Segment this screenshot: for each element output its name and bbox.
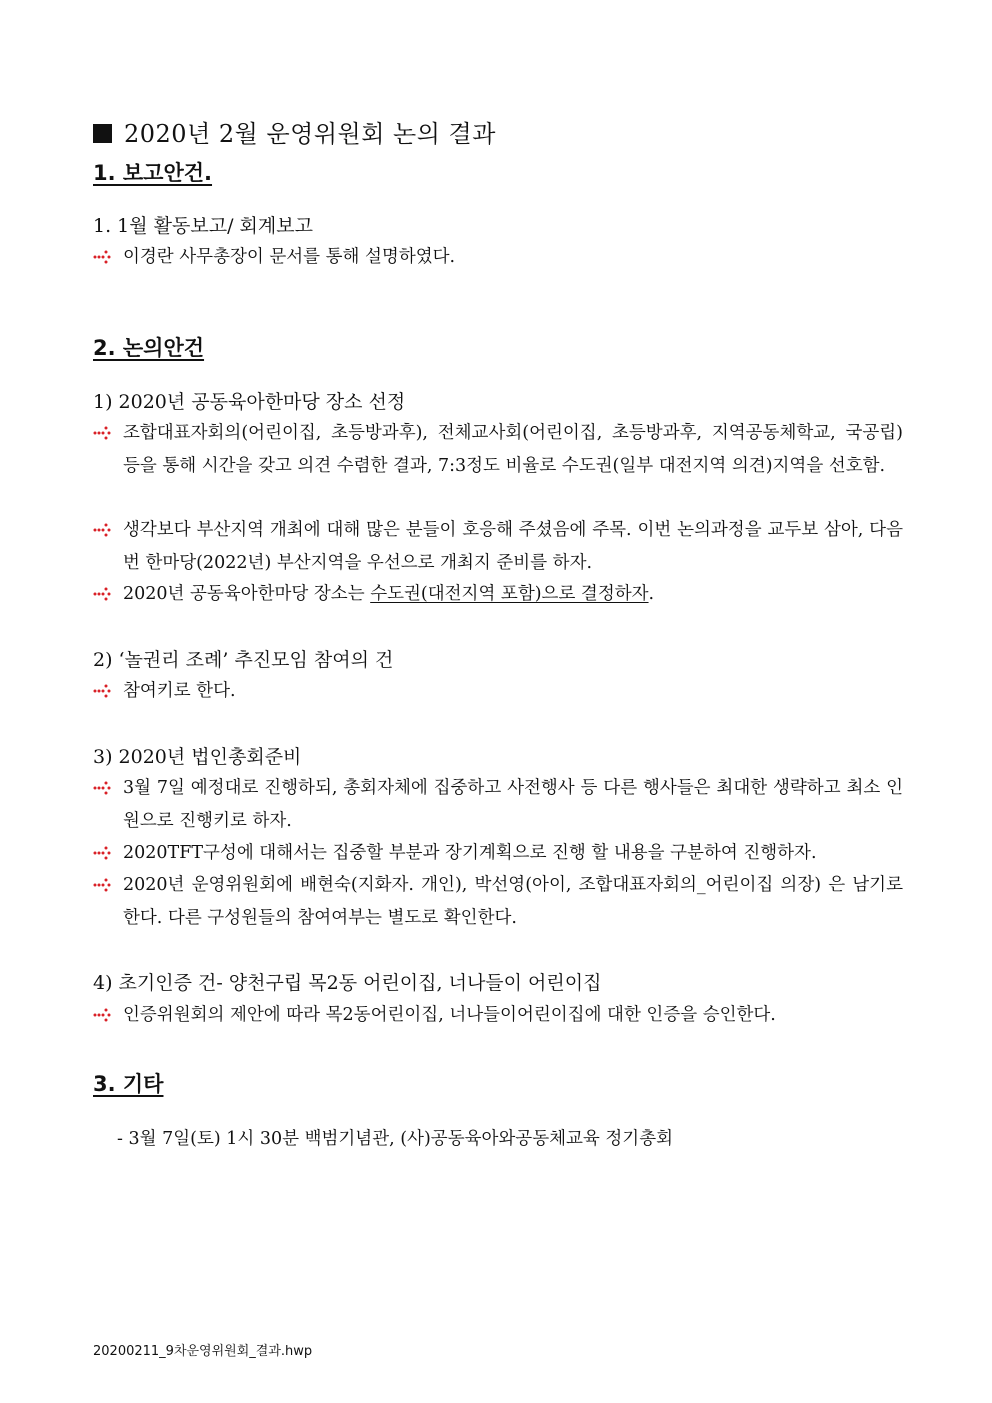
black-square-icon	[93, 124, 112, 143]
bullet-text-prefix: 2020년 공동육아한마당 장소는	[123, 584, 371, 604]
bullet-text: 조합대표자회의(어린이집, 초등방과후), 전체교사회(어린이집, 초등방과후, 지역공동체학교, 국공립) 등을 통해 시간을 갖고 의견 수렴한 결과, 7:3정도 비율로 수도권(일부 대전지역 의견)지역을 선호함.	[123, 423, 903, 476]
bullet-marker-icon	[93, 846, 113, 860]
section2-item3-bullet1	[93, 772, 903, 837]
bullet-marker-icon	[93, 781, 113, 795]
bullet-marker-icon	[93, 1008, 113, 1022]
bullet-text-suffix: .	[648, 584, 655, 604]
section3-heading: 3. 기타	[93, 1072, 164, 1096]
bullet-marker-icon	[93, 878, 113, 892]
section3-item1: - 3월 7일(토) 1시 30분 백범기념관, (사)공동육아와공동체교육 정기총회	[117, 1129, 674, 1149]
bullet-text: 2020TFT구성에 대해서는 집중할 부분과 장기계획으로 진행 할 내용을 구분하여 진행하자.	[123, 843, 817, 863]
bullet-marker-icon	[93, 250, 113, 264]
section2-item1-title: 1) 2020년 공동육아한마당 장소 선정	[93, 391, 406, 413]
bullet-text	[93, 578, 903, 611]
section2-item3-bullet2	[93, 837, 903, 870]
bullet-text: 3월 7일 예정대로 진행하되, 총회자체에 집중하고 사전행사 등 다른 행사들은 최대한 생략하고 최소 인원으로 진행키로 하자.	[123, 778, 903, 831]
bullet-text: 이경란 사무총장이 문서를 통해 설명하였다.	[123, 247, 456, 267]
section2-item2-bullet1	[93, 675, 903, 708]
bullet-marker-icon	[93, 523, 113, 537]
section2-item2-title: 2) ‘놀권리 조례’ 추진모임 참여의 건	[93, 649, 394, 671]
bullet-text: 생각보다 부산지역 개최에 대해 많은 분들이 호응해 주셨음에 주목. 이번 논의과정을 교두보 삼아, 다음번 한마당(2022년) 부산지역을 우선으로 개최지 준비를 하자.	[123, 520, 903, 573]
section2-item4-title: 4) 초기인증 건- 양천구립 목2동 어린이집, 너나들이 어린이집	[93, 972, 602, 994]
footer-filename: 20200211_9차운영위원회_결과.hwp	[93, 1344, 313, 1359]
section1-item1-bullet	[93, 241, 903, 274]
section2-item3-title: 3) 2020년 법인총회준비	[93, 746, 302, 768]
document-title-text: 2020년 2월 운영위원회 논의 결과	[124, 120, 496, 148]
document-title	[93, 114, 496, 149]
bullet-marker-icon	[93, 587, 113, 601]
bullet-text: 참여키로 한다.	[123, 681, 236, 701]
bullet-text: 인증위원회의 제안에 따라 목2동어린이집, 너나들이어린이집에 대한 인증을 승인한다.	[123, 1005, 776, 1025]
section2-item4-bullet1	[93, 999, 903, 1032]
bullet-marker-icon	[93, 684, 113, 698]
section1-heading: 1. 보고안건.	[93, 161, 213, 185]
bullet-marker-icon	[93, 426, 113, 440]
section2-item3-bullet3	[93, 869, 903, 934]
section2-item1-bullet3	[93, 578, 903, 611]
section2-heading: 2. 논의안건	[93, 336, 205, 360]
underlined-decision: 수도권(대전지역 포함)으로 결정하자	[370, 584, 649, 604]
section2-item1-bullet1	[93, 417, 903, 482]
bullet-text: 2020년 운영위원회에 배현숙(지화자. 개인), 박선영(아이, 조합대표자회의_어린이집 의장) 은 남기로 한다. 다른 구성원들의 참여여부는 별도로 확인한다.	[123, 875, 903, 928]
section1-item1-title: 1. 1월 활동보고/ 회계보고	[93, 215, 313, 237]
section2-item1-bullet2	[93, 514, 903, 579]
